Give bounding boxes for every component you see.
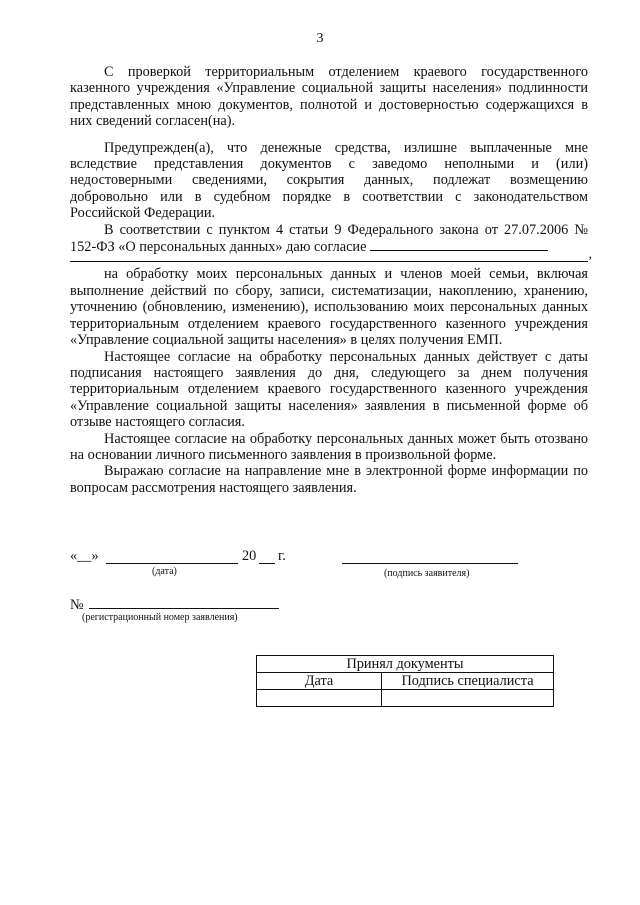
paragraph-verification: С проверкой территориальным отделением краевого государственного казенного учреждения «Управление социальной защиты населения» подлинности представленных мною документов, полнотой и достоверностью содержащихся в них сведений согласен(на).: [70, 64, 588, 130]
acceptance-date-cell[interactable]: [257, 690, 382, 707]
page-number: 3: [316, 31, 324, 46]
signature-caption: (подпись заявителя): [384, 568, 470, 579]
paragraph-validity: Настоящее согласие на обработку персональных данных действует с даты подписания настоящего заявления до дня, следующего за днем получения территориальным отделением краевого государственного казенного учреждения «Управление социальной защиты населения» заявления в письменной форме об отзыве настоящего согласия.: [70, 348, 588, 431]
date-year-prefix: 20: [242, 548, 257, 564]
number-sign: №: [70, 597, 84, 613]
signature-row: [70, 548, 590, 588]
acceptance-title: Принял документы: [257, 656, 554, 673]
paragraph-consent-end: на обработку моих персональных данных и членов моей семьи, включая выполнение действий по сбору, записи, систематизации, накоплению, хранению, уточнению (обновлению, изменению), использованию моих персональных данных территориальным отделением краевого государственного казенного учреждения «Управление социальной защиты населения» в целях получения ЕМП.: [70, 266, 588, 349]
paragraph-consent-start: [70, 222, 588, 256]
paragraph-electronic: Выражаю согласие на направление мне в электронной форме информации по вопросам рассмотрения настоящего заявления.: [70, 463, 588, 496]
date-day: «__»: [70, 548, 99, 564]
registration-caption: (регистрационный номер заявления): [82, 612, 238, 623]
consent-start-text: В соответствии с пунктом 4 статьи 9 Федерального закона от 27.07.2006 № 152-ФЗ «О персональных данных» даю согласие: [70, 221, 588, 256]
acceptance-col-date: Дата: [257, 673, 382, 690]
paragraph-warning: Предупрежден(а), что денежные средства, излишне выплаченные мне вследствие представления документов с заведомо неполными и (или) недостоверными сведениями, сокрытия данных, подлежат возмещению добровольно или в судебном порядке в соответствии с законодательством Российской Федерации.: [70, 139, 588, 222]
date-year-suffix: г.: [278, 548, 286, 564]
date-month-line[interactable]: [106, 551, 238, 564]
acceptance-col-signature: Подпись специалиста: [382, 673, 554, 690]
signature-line[interactable]: [342, 551, 518, 564]
registration-number-line[interactable]: [89, 596, 279, 609]
consent-name-line[interactable]: [370, 238, 548, 251]
paragraph-revocation: Настоящее согласие на обработку персональных данных может быть отозвано на основании личного письменного заявления в произвольной форме.: [70, 430, 588, 463]
date-caption: (дата): [152, 566, 177, 577]
acceptance-signature-cell[interactable]: [382, 690, 554, 707]
date-year-line[interactable]: [259, 551, 275, 564]
consent-name-line-2[interactable]: [70, 247, 592, 263]
consent-comma: ,: [588, 247, 592, 263]
document-body: [70, 64, 592, 496]
acceptance-table: [256, 655, 554, 707]
